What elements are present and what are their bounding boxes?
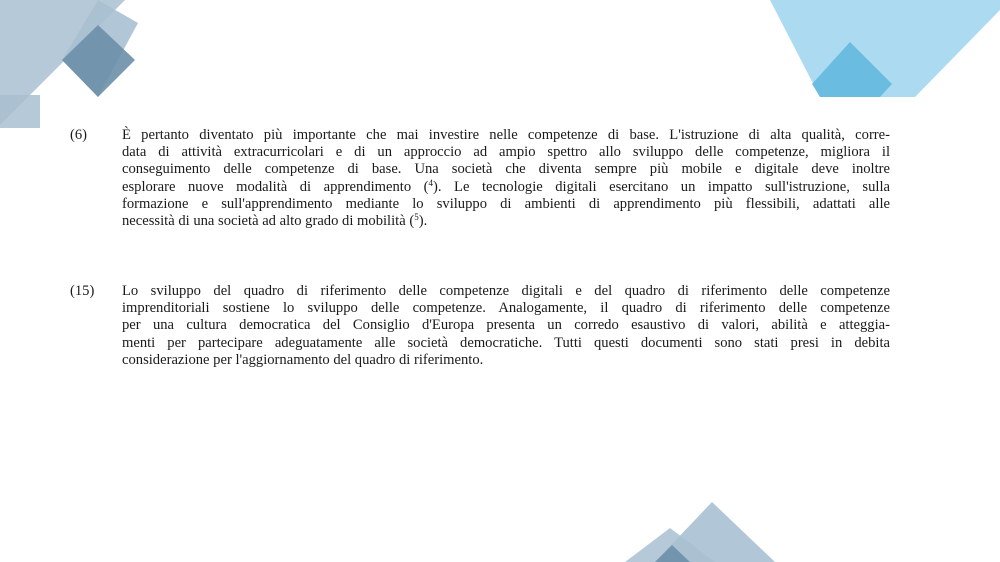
text-line: data di attività extracurricolari e di un approccio ad ampio spettro allo sviluppo delle competenze, migliora il [122,144,890,161]
top-right-diamond-shape [812,42,892,97]
paragraph-6 [70,127,890,230]
text-line: Lo sviluppo del quadro di riferimento delle competenze digitali e del quadro di riferimento delle competenze [122,283,890,299]
top-right-band-shape [770,0,1000,97]
paragraph-15 [70,283,890,369]
text-line: per una cultura democratica del Consiglio d'Europa presenta un corredo esaustivo di valori, abilità e atteggia- [122,317,890,334]
text-line [122,179,890,196]
paragraph-body [122,127,890,230]
bottom-triangle-shape [655,545,690,562]
paragraph-body [122,283,890,369]
top-left-diamond-shape [62,0,138,97]
paragraph-number: (15) [70,283,95,299]
text-line [122,213,890,230]
bottom-triangle-shape [655,502,775,562]
text-line-part: ). Le tecnologie digitali esercitano un impatto sull'istruzione, sulla [433,178,890,195]
footnote-ref[interactable]: 4 [428,177,434,188]
top-left-diamond-shape [62,25,135,97]
text-line-part: ). [418,213,428,230]
text-line: formazione e sull'apprendimento mediante lo sviluppo di ambienti di apprendimento più flessibili, adattati alle [122,195,890,212]
paragraph-number: (6) [70,127,88,143]
text-line: È pertanto diventato più importante che mai investire nelle competenze di base. L'istruzione di alta qualità, corre- [122,127,890,143]
text-line: imprenditoriali sostiene lo sviluppo delle competenze. Analogamente, il quadro di riferimento delle competenze [122,300,890,317]
bottom-triangle-shape [625,528,715,562]
text-line-part: necessità di una società ad alto grado di mobilità ( [122,213,415,230]
text-line: menti per partecipare adeguatamente alle società democratiche. Tutti questi documenti sono stati presi in debita [122,334,890,351]
text-line: considerazione per l'aggiornamento del quadro di riferimento. [122,351,484,368]
top-left-diamond-shape [0,0,125,125]
top-left-tab-shape [0,95,40,128]
text-line-part: esplorare nuove modalità di apprendimento ( [122,178,429,195]
text-line: conseguimento delle competenze di base. Una società che diventa sempre più mobile e digitale deve inoltre [122,161,890,178]
footnote-ref[interactable]: 5 [414,212,419,223]
